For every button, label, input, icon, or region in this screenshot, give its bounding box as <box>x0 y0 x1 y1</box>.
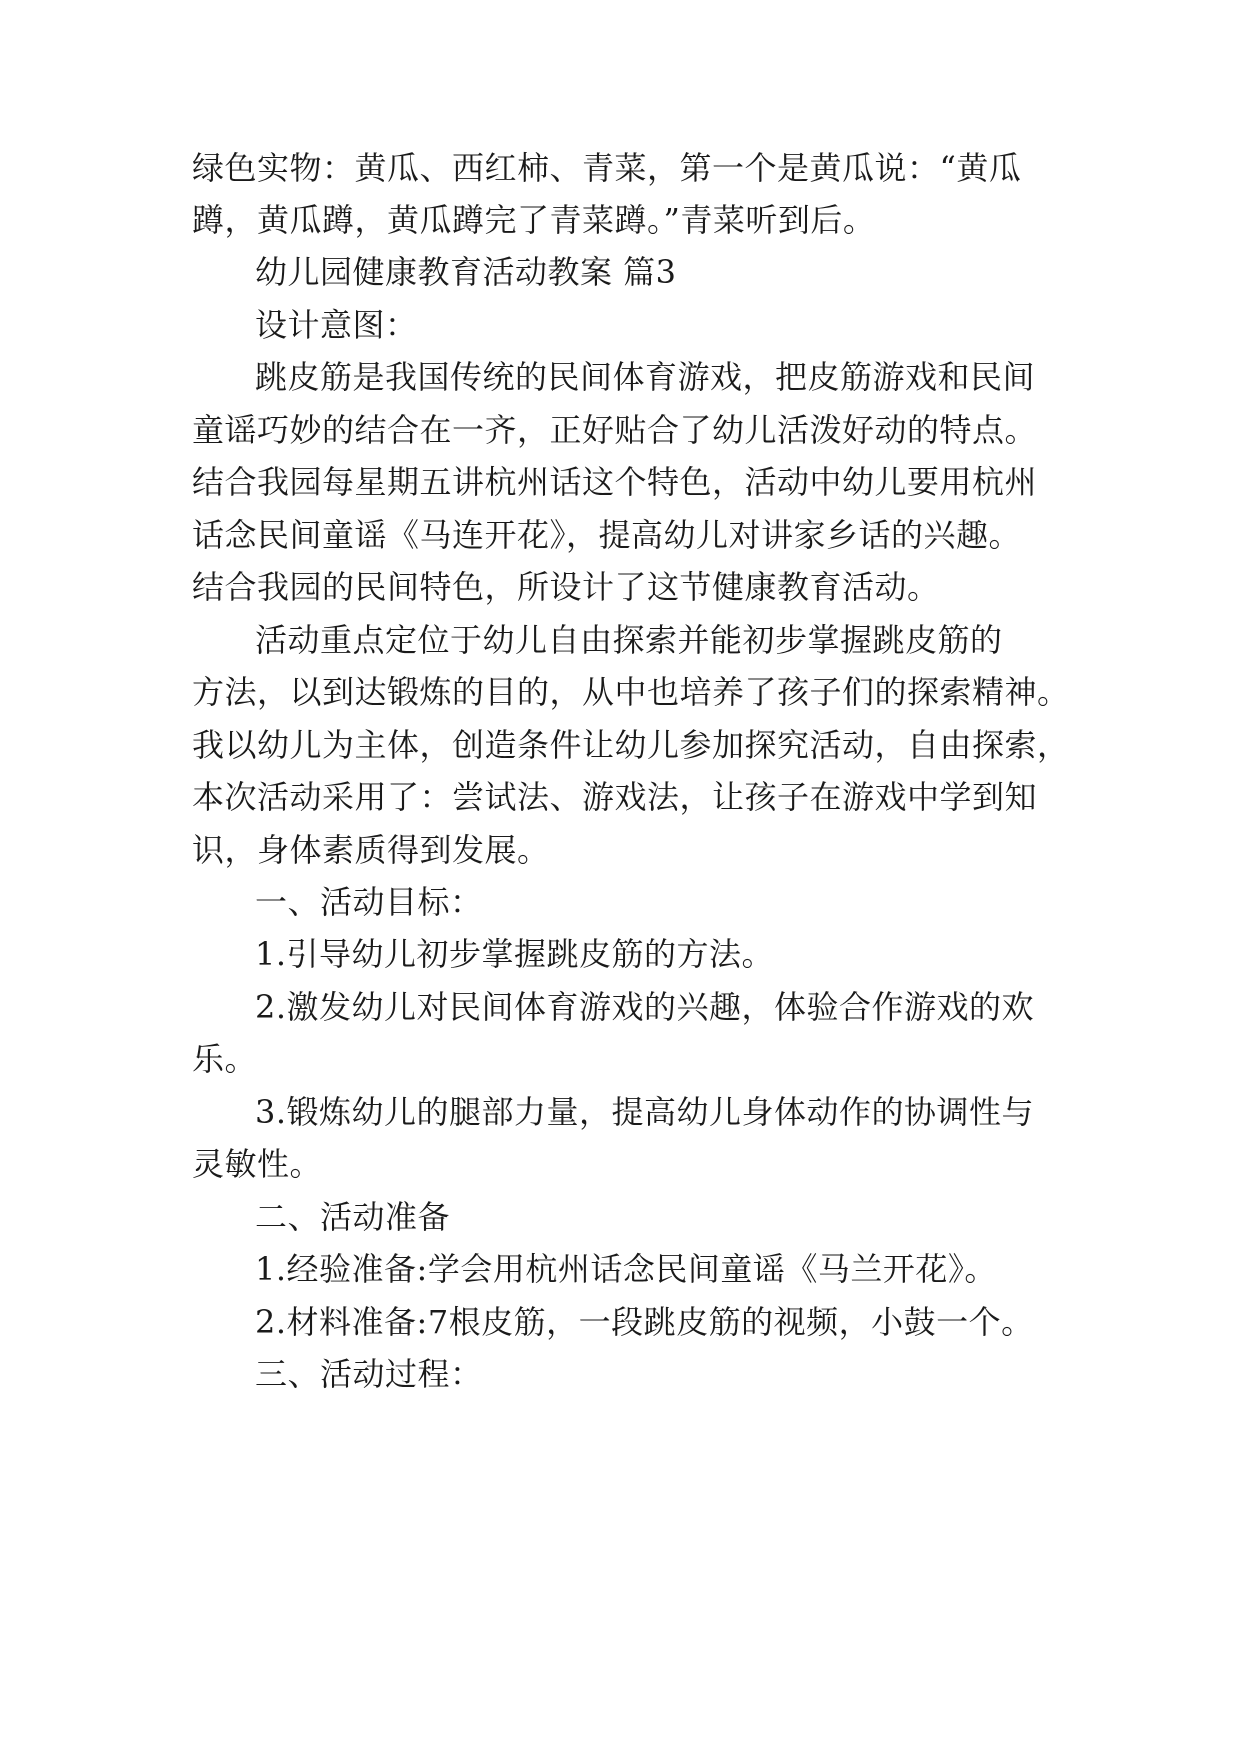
list-item-continuation: 灵敏性。 <box>192 1145 323 1183</box>
section-title: 幼儿园健康教育活动教案 篇3 <box>255 253 677 291</box>
list-item: 3.锻炼幼儿的腿部力量，提高幼儿身体动作的协调性与 <box>255 1093 1035 1131</box>
paragraph-line: 本次活动采用了：尝试法、游戏法，让孩子在游戏中学到知 <box>192 778 1038 816</box>
list-item: 2.材料准备:7根皮筋，一段跳皮筋的视频，小鼓一个。 <box>255 1303 1034 1341</box>
paragraph-line: 我以幼儿为主体，创造条件让幼儿参加探究活动，自由探索， <box>192 726 1070 764</box>
list-item: 1.经验准备:学会用杭州话念民间童谣《马兰开花》。 <box>255 1250 997 1288</box>
section-heading: 一、活动目标： <box>255 883 483 921</box>
list-item-continuation: 乐。 <box>192 1040 258 1078</box>
section-heading: 三、活动过程： <box>255 1355 483 1393</box>
paragraph-line: 结合我园每星期五讲杭州话这个特色，活动中幼儿要用杭州 <box>192 463 1038 501</box>
paragraph-line: 方法，以到达锻炼的目的，从中也培养了孩子们的探索精神。 <box>192 673 1070 711</box>
paragraph-line: 跳皮筋是我国传统的民间体育游戏，把皮筋游戏和民间 <box>255 358 1036 396</box>
paragraph-line: 结合我园的民间特色，所设计了这节健康教育活动。 <box>192 568 940 606</box>
paragraph-line: 话念民间童谣《马连开花》，提高幼儿对讲家乡话的兴趣。 <box>192 516 1022 554</box>
body-text-line: 蹲，黄瓜蹲，黄瓜蹲完了青菜蹲。”青菜听到后。 <box>192 201 876 239</box>
section-heading: 二、活动准备 <box>255 1198 451 1236</box>
list-item: 2.激发幼儿对民间体育游戏的兴趣，体验合作游戏的欢 <box>255 988 1035 1026</box>
list-item: 1.引导幼儿初步掌握跳皮筋的方法。 <box>255 935 775 973</box>
paragraph-line: 童谣巧妙的结合在一齐，正好贴合了幼儿活泼好动的特点。 <box>192 411 1038 449</box>
section-heading: 设计意图： <box>255 306 418 344</box>
body-text-line: 绿色实物：黄瓜、西红柿、青菜，第一个是黄瓜说：“黄瓜 <box>192 149 1022 187</box>
paragraph-line: 活动重点定位于幼儿自由探索并能初步掌握跳皮筋的 <box>255 621 1003 659</box>
paragraph-line: 识，身体素质得到发展。 <box>192 831 550 869</box>
